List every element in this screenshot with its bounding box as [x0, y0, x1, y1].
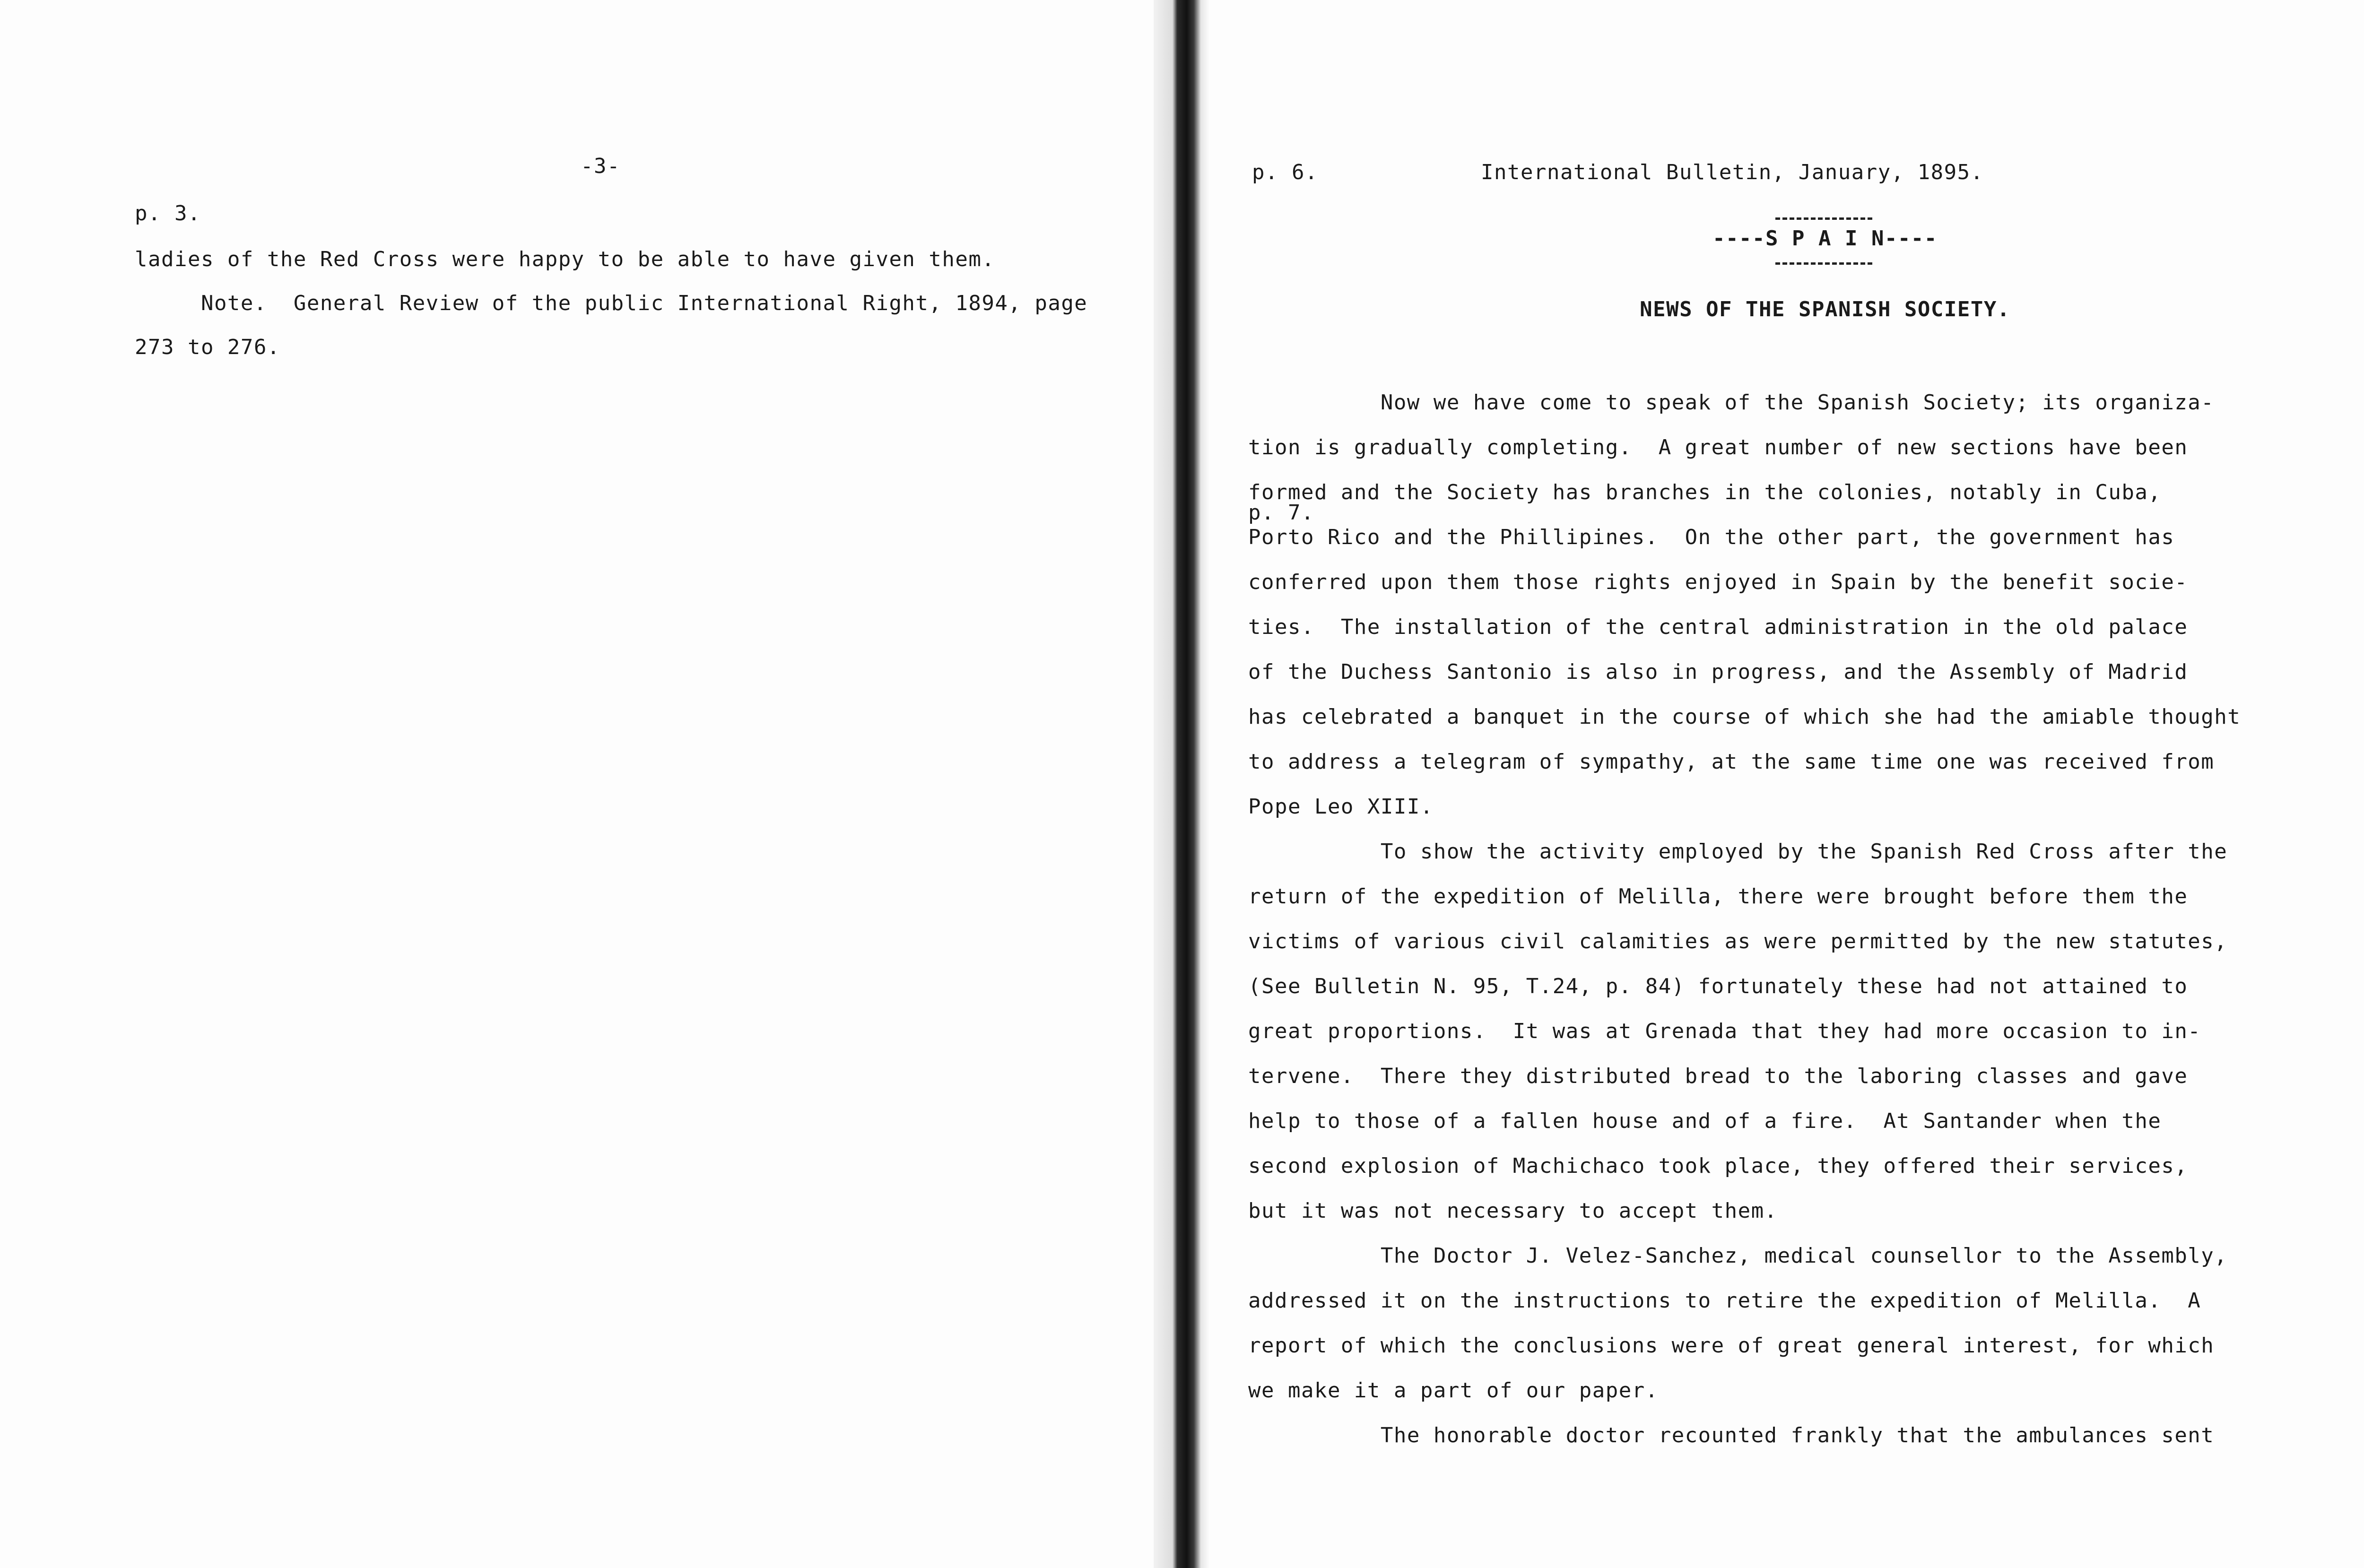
text-line: tervene. There they distributed bread to the laboring classes and gave — [1248, 1064, 2188, 1088]
text-line: of the Duchess Santonio is also in progress, and the Assembly of Madrid — [1248, 660, 2188, 684]
headline: NEWS OF THE SPANISH SOCIETY. — [1640, 297, 2010, 321]
text-line: Note. General Review of the public International Right, 1894, page — [135, 291, 1088, 315]
inline-page-marker: p. 7. — [1248, 501, 1314, 525]
text-line: has celebrated a banquet in the course of which she had the amiable thought — [1248, 705, 2241, 729]
text-line: second explosion of Machichaco took place, they offered their services, — [1248, 1154, 2188, 1178]
rule-bottom — [1775, 262, 1872, 265]
section-title: ----S P A I N---- — [1712, 226, 1938, 251]
bulletin-header: International Bulletin, January, 1895. — [1481, 160, 1984, 184]
text-line: Porto Rico and the Phillipines. On the other part, the government has — [1248, 525, 2175, 549]
text-line: addressed it on the instructions to retire the expedition of Melilla. A — [1248, 1289, 2201, 1313]
book-gutter — [1154, 0, 1210, 1568]
text-line: formed and the Society has branches in the colonies, notably in Cuba, — [1248, 480, 2162, 504]
text-line: we make it a part of our paper. — [1248, 1378, 1659, 1403]
text-line: conferred upon them those rights enjoyed in Spain by the benefit socie- — [1248, 570, 2188, 594]
text-line: The Doctor J. Velez-Sanchez, medical counsellor to the Assembly, — [1248, 1244, 2228, 1268]
left-page — [0, 0, 1154, 1568]
text-line: to address a telegram of sympathy, at the same time one was received from — [1248, 750, 2215, 774]
right-page — [1210, 0, 2364, 1568]
text-line: tion is gradually completing. A great number of new sections have been — [1248, 435, 2188, 459]
text-line: The honorable doctor recounted frankly that the ambulances sent — [1248, 1423, 2215, 1447]
rule-top — [1775, 217, 1872, 220]
text-line: help to those of a fallen house and of a fire. At Santander when the — [1248, 1109, 2162, 1133]
text-line: ladies of the Red Cross were happy to be able to have given them. — [135, 247, 995, 271]
text-line: but it was not necessary to accept them. — [1248, 1199, 1778, 1223]
text-line: Pope Leo XIII. — [1248, 795, 1434, 819]
text-line: great proportions. It was at Grenada that they had more occasion to in- — [1248, 1019, 2201, 1043]
text-line: victims of various civil calamities as were permitted by the new statutes, — [1248, 929, 2228, 953]
text-line: (See Bulletin N. 95, T.24, p. 84) fortunately these had not attained to — [1248, 974, 2188, 998]
text-line: Now we have come to speak of the Spanish Society; its organiza- — [1248, 390, 2215, 415]
text-line: 273 to 276. — [135, 335, 280, 359]
text-line: ties. The installation of the central administration in the old palace — [1248, 615, 2188, 639]
text-line: report of which the conclusions were of great general interest, for which — [1248, 1334, 2215, 1358]
page-number: -3- — [581, 154, 620, 178]
text-line: To show the activity employed by the Spanish Red Cross after the — [1248, 840, 2228, 864]
page-marker: p. 6. — [1252, 160, 1318, 184]
text-line: return of the expedition of Melilla, there were brought before them the — [1248, 884, 2188, 909]
page-marker: p. 3. — [135, 201, 201, 225]
